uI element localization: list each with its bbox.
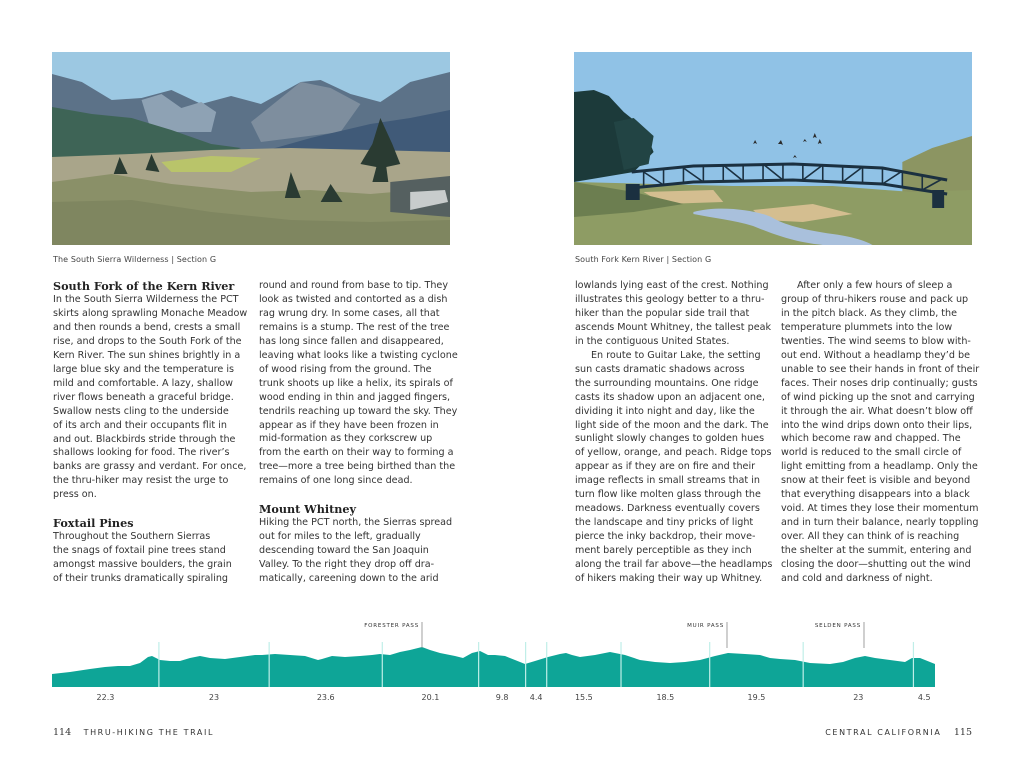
text-line: meadows. Darkness eventually covers (575, 503, 760, 515)
section-heading: Mount Whitney (259, 502, 357, 517)
pass-label: SELDEN PASS (814, 623, 861, 629)
text-column (259, 279, 458, 586)
text-line: and cold and darkness of night. (781, 573, 933, 585)
text-line: unable to see their hands in front of their (781, 363, 980, 375)
segment-distance-label: 18.5 (656, 693, 675, 702)
text-line: snow at their feet is visible and beyond (781, 475, 971, 487)
text-line: sunlight slowly changes to golden hues (575, 433, 765, 445)
photo-caption: South Fork Kern River | Section G (575, 255, 712, 264)
text-column (781, 279, 980, 586)
text-line: of wind picking up the snot and carrying (781, 391, 975, 403)
text-line: Swallow nests cling to the underside (53, 405, 229, 417)
text-line: round and round from base to tip. They (259, 280, 449, 291)
text-line: the landscape and tiny pricks of light (575, 517, 754, 529)
text-line: the snags of foxtail pine trees stand (53, 545, 226, 557)
text-line: banks are grassy and verdant. For once, (53, 461, 247, 473)
text-line: of hikers making their way up Whitney. (575, 573, 763, 585)
text-line: ment barely perceptible as they inch (575, 545, 752, 557)
text-line: the shelter at the summit, entering and (781, 545, 972, 557)
running-head: THRU-HIKING THE TRAIL (83, 728, 214, 737)
text-line: closing the door—shutting out the wind (781, 559, 971, 571)
text-line: of wood rising from the ground. The (259, 363, 432, 375)
segment-distance-label: 20.1 (421, 693, 440, 702)
text-line: it through the air. What doesn’t blow off (781, 405, 973, 417)
text-line: casts its shadow upon an adjacent one, (575, 391, 765, 403)
text-line: faces. Their noses drip continually; gusts (781, 377, 978, 389)
segment-distance-label: 23 (853, 693, 864, 702)
running-head: CENTRAL CALIFORNIA (825, 728, 942, 737)
segment-distance-label: 22.3 (96, 693, 115, 702)
body-paragraph (259, 279, 458, 488)
text-line: from the earth on their way to forming a (259, 447, 454, 459)
section-heading: South Fork of the Kern River (53, 279, 235, 293)
text-line: world is reduced to the small circle of (781, 447, 962, 459)
text-line: the thru-hiker may resist the urge to (53, 475, 229, 487)
segment-distance-label: 19.5 (747, 693, 766, 702)
text-line: Kern River. The sun shines brightly in a (53, 349, 241, 361)
text-line: amongst massive boulders, the grain (53, 559, 232, 571)
text-line: river flows beneath a graceful bridge. (53, 391, 234, 403)
text-line: tree—more a tree being birthed than the (259, 461, 456, 473)
body-paragraph (575, 279, 772, 349)
text-line: skirts along sprawling Monache Meadow (53, 307, 248, 319)
text-line: trunk shoots up like a helix, its spirals of (259, 377, 453, 389)
segment-distance-label: 9.8 (495, 693, 509, 702)
text-line: and then rounds a bend, crests a small (53, 321, 241, 333)
text-line: rag wrung dry. In some cases, all that (259, 307, 440, 319)
body-paragraph (781, 279, 980, 586)
text-line: image reflects in small streams that in (575, 475, 760, 487)
segment-distance-label: 4.5 (917, 693, 931, 702)
pass-label: FORESTER PASS (364, 623, 419, 629)
text-line: of its arch and their occupants flit in (53, 419, 227, 431)
paragraph-gap (53, 502, 245, 516)
paragraph-gap (259, 488, 451, 502)
text-line: descending toward the San Joaquin (259, 545, 429, 557)
text-line: sun casts dramatic shadows across (575, 363, 745, 375)
text-line: leaving what looks like a twisting cyclone (259, 349, 458, 361)
elevation-area (52, 647, 935, 687)
text-line: appear as if they are on fire and their (575, 461, 756, 473)
text-line: press on. (53, 489, 97, 501)
text-line: light emitting from a headlamp. Only the (781, 461, 978, 473)
text-line: appear as if they have been frozen in (259, 419, 439, 431)
text-line: large blue sky and the temperature is (53, 363, 234, 375)
text-line: In the South Sierra Wilderness the PCT (53, 294, 239, 305)
text-line: rise, and drops to the South Fork of the (53, 335, 242, 347)
text-line: mild and comfortable. A lazy, shallow (53, 377, 233, 389)
text-line: along the trail far above—the headlamps (575, 559, 773, 571)
text-line: hiker than the popular side trail that (575, 307, 750, 319)
text-line: shallows looking for food. The river’s (53, 447, 230, 459)
text-line: wood ending in thin and jagged fingers, (259, 391, 451, 403)
text-column (53, 279, 248, 586)
text-line: remains of one long since dead. (259, 475, 413, 487)
text-line: of yellow, orange, and peach. Ridge tops (575, 447, 772, 459)
text-line: turn flow like molten glass through the (575, 489, 761, 501)
text-line: into the wind drips down onto their lips, (781, 419, 973, 431)
text-line: Hiking the PCT north, the Sierras spread (259, 517, 453, 529)
segment-distance-label: 23.6 (316, 693, 335, 702)
folio-left (53, 727, 214, 738)
text-line: that everything disappears into a black (781, 489, 970, 501)
text-line: which become raw and chapped. The (781, 433, 961, 445)
text-line: ascends Mount Whitney, the tallest peak (575, 321, 772, 333)
text-line: the surrounding mountains. One ridge (575, 377, 759, 389)
section-heading: Foxtail Pines (53, 516, 134, 531)
text-line: Valley. To the right they drop off dra- (259, 559, 435, 571)
bridge-river-illustration (574, 52, 972, 245)
text-line: remains is a stump. The rest of the tree (259, 321, 450, 333)
text-line: illustrates this geology better to a thru- (575, 293, 765, 305)
body-paragraph (575, 349, 773, 586)
text-line: matically, careening down to the arid (259, 573, 439, 585)
body-paragraph (53, 530, 245, 586)
text-line: group of thru-hikers rouse and pack up (781, 293, 969, 305)
text-line: void. At times they lose their momentum (781, 503, 979, 515)
text-line: in the contiguous United States. (575, 335, 730, 347)
folio-right (825, 727, 972, 738)
segment-distance-label: 15.5 (574, 693, 593, 702)
meadow-landscape-illustration (52, 52, 450, 245)
photo-caption: The South Sierra Wilderness | Section G (53, 255, 217, 264)
text-line: pierce the inky backdrop, their move- (575, 531, 756, 543)
text-line: lowlands lying east of the crest. Nothing (575, 280, 769, 291)
page-number: 114 (53, 727, 72, 738)
segment-distance-label: 23 (208, 693, 220, 702)
text-column (575, 279, 773, 586)
text-line: and in turn their balance, nearly toppling (781, 517, 979, 529)
text-line: out for miles to the left, gradually (259, 531, 421, 543)
text-line: temperature plummets into the low (781, 321, 953, 333)
text-line: and out. Blackbirds stride through the (53, 433, 236, 445)
pass-label: MUIR PASS (687, 623, 724, 629)
text-line: En route to Guitar Lake, the setting (591, 349, 761, 361)
text-line: light side of the moon and the dark. The (575, 419, 769, 431)
body-paragraph (259, 516, 451, 586)
body-paragraph (53, 293, 248, 502)
text-line: twenties. The wind seems to blow with- (781, 335, 971, 347)
segment-distance-label: 4.4 (529, 693, 543, 702)
elevation-profile (0, 612, 1024, 712)
text-line: Throughout the Southern Sierras (53, 531, 211, 543)
text-line: tendrils reaching up toward the sky. They (259, 405, 458, 417)
text-line: of their trunks dramatically spiraling (53, 573, 229, 585)
text-line: mid-formation as they corkscrew up (259, 433, 433, 445)
text-line: look as twisted and contorted as a dish (259, 293, 448, 305)
text-line: has long since fallen and disappeared, (259, 335, 444, 347)
text-line: dividing it into night and day, like the (575, 405, 755, 417)
text-line: out end. Without a headlamp they’d be (781, 349, 970, 361)
text-line: in the pitch black. As they climb, the (781, 307, 958, 319)
page-number: 115 (953, 727, 972, 738)
text-line: over. All they can think of is reaching (781, 531, 960, 543)
text-line: After only a few hours of sleep a (797, 280, 953, 291)
